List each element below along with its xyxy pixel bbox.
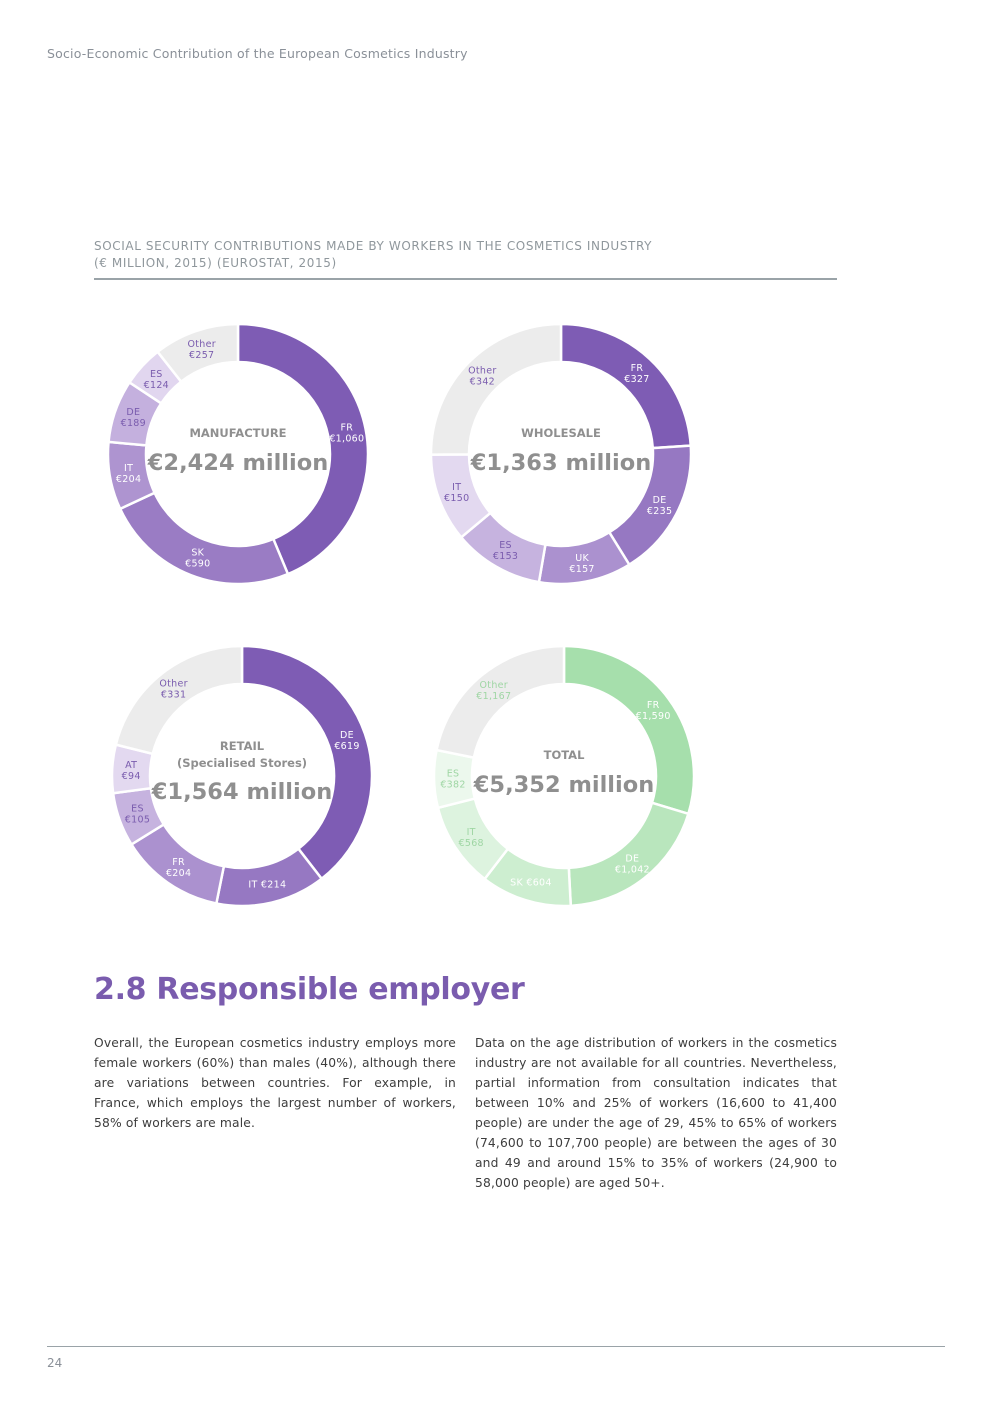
slice-label-fr: FR €327 (624, 363, 650, 386)
slice-label-other: Other €257 (187, 339, 216, 362)
figure-title-line-2: (€ MILLION, 2015) (EUROSTAT, 2015) (94, 256, 337, 270)
figure-title-line-1: SOCIAL SECURITY CONTRIBUTIONS MADE BY WORKERS IN THE COSMETICS INDUSTRY (94, 239, 653, 253)
chart-total-value: €1,363 million (470, 450, 652, 476)
slice-label-de: DE €189 (120, 407, 146, 430)
chart-total-value: €5,352 million (473, 772, 655, 798)
slice-label-it: IT €150 (444, 482, 470, 505)
slice-label-other: Other €331 (159, 678, 188, 701)
slice-label-sk: SK €590 (185, 547, 211, 570)
slice-label-it: IT €204 (115, 462, 142, 485)
running-header: Socio-Economic Contribution of the European Cosmetics Industry (47, 46, 468, 61)
slice-label-other: Other €342 (468, 365, 497, 388)
donut-chart-retail (104, 638, 380, 914)
chart-title: MANUFACTURE (189, 426, 287, 440)
figure-title (94, 238, 837, 280)
slice-label-de: DE €1,042 (614, 853, 650, 876)
slice-label-es: ES €124 (143, 368, 170, 391)
chart-subtitle: (Specialised Stores) (176, 756, 308, 770)
slice-label-de: DE €235 (646, 494, 673, 517)
slice-label-es: ES €153 (492, 540, 519, 563)
chart-title: TOTAL (543, 748, 585, 762)
chart-title: RETAIL (219, 739, 265, 753)
slice-label-de: DE €619 (334, 730, 360, 753)
slice-label-fr: FR €1,590 (635, 699, 671, 722)
donut-chart-total (426, 638, 702, 914)
donut-chart-wholesale (423, 316, 699, 592)
slice-label-uk: UK €157 (569, 552, 595, 575)
chart-total-value: €1,564 million (151, 779, 333, 805)
paragraph-left: Overall, the European cosmetics industry employs more female workers (60%) than males (40%), although there are variations between countries. For example, in France, which employs the largest number of workers, 58% of workers are male. (94, 1036, 456, 1130)
paragraph-right: Data on the age distribution of workers in the cosmetics industry are not available for all countries. Nevertheless, partial information from consultation indicates that between 10% and 25% of workers (16,600 to 41,400 people) are under the age of 29, 45% to 65% of workers (74,600 to 107,700 people) are between the ages of 30 and 49 and around 15% to 35% of workers (24,900 to 58,000 people) are aged 50+. (475, 1036, 837, 1190)
chart-title: WHOLESALE (521, 426, 601, 440)
slice-it (216, 849, 321, 906)
slice-label-es: ES €382 (440, 768, 466, 791)
page-number: 24 (47, 1356, 63, 1370)
section-heading: 2.8 Responsible employer (94, 972, 525, 1007)
slice-label-fr: FR €1,060 (329, 422, 365, 445)
slice-label-fr: FR €204 (165, 857, 192, 880)
slice-label-es: ES €105 (124, 803, 151, 826)
donut-chart-manufacture (100, 316, 376, 592)
chart-total-value: €2,424 million (147, 450, 329, 476)
slice-label-at: AT €94 (121, 759, 141, 782)
slice-label-sk: SK €604 (510, 877, 552, 889)
slice-label-it: IT €214 (248, 879, 287, 891)
slice-sk (120, 493, 288, 584)
slice-label-other: Other €1,167 (476, 680, 512, 703)
slice-label-it: IT €568 (458, 826, 484, 849)
footer-rule (47, 1346, 945, 1347)
